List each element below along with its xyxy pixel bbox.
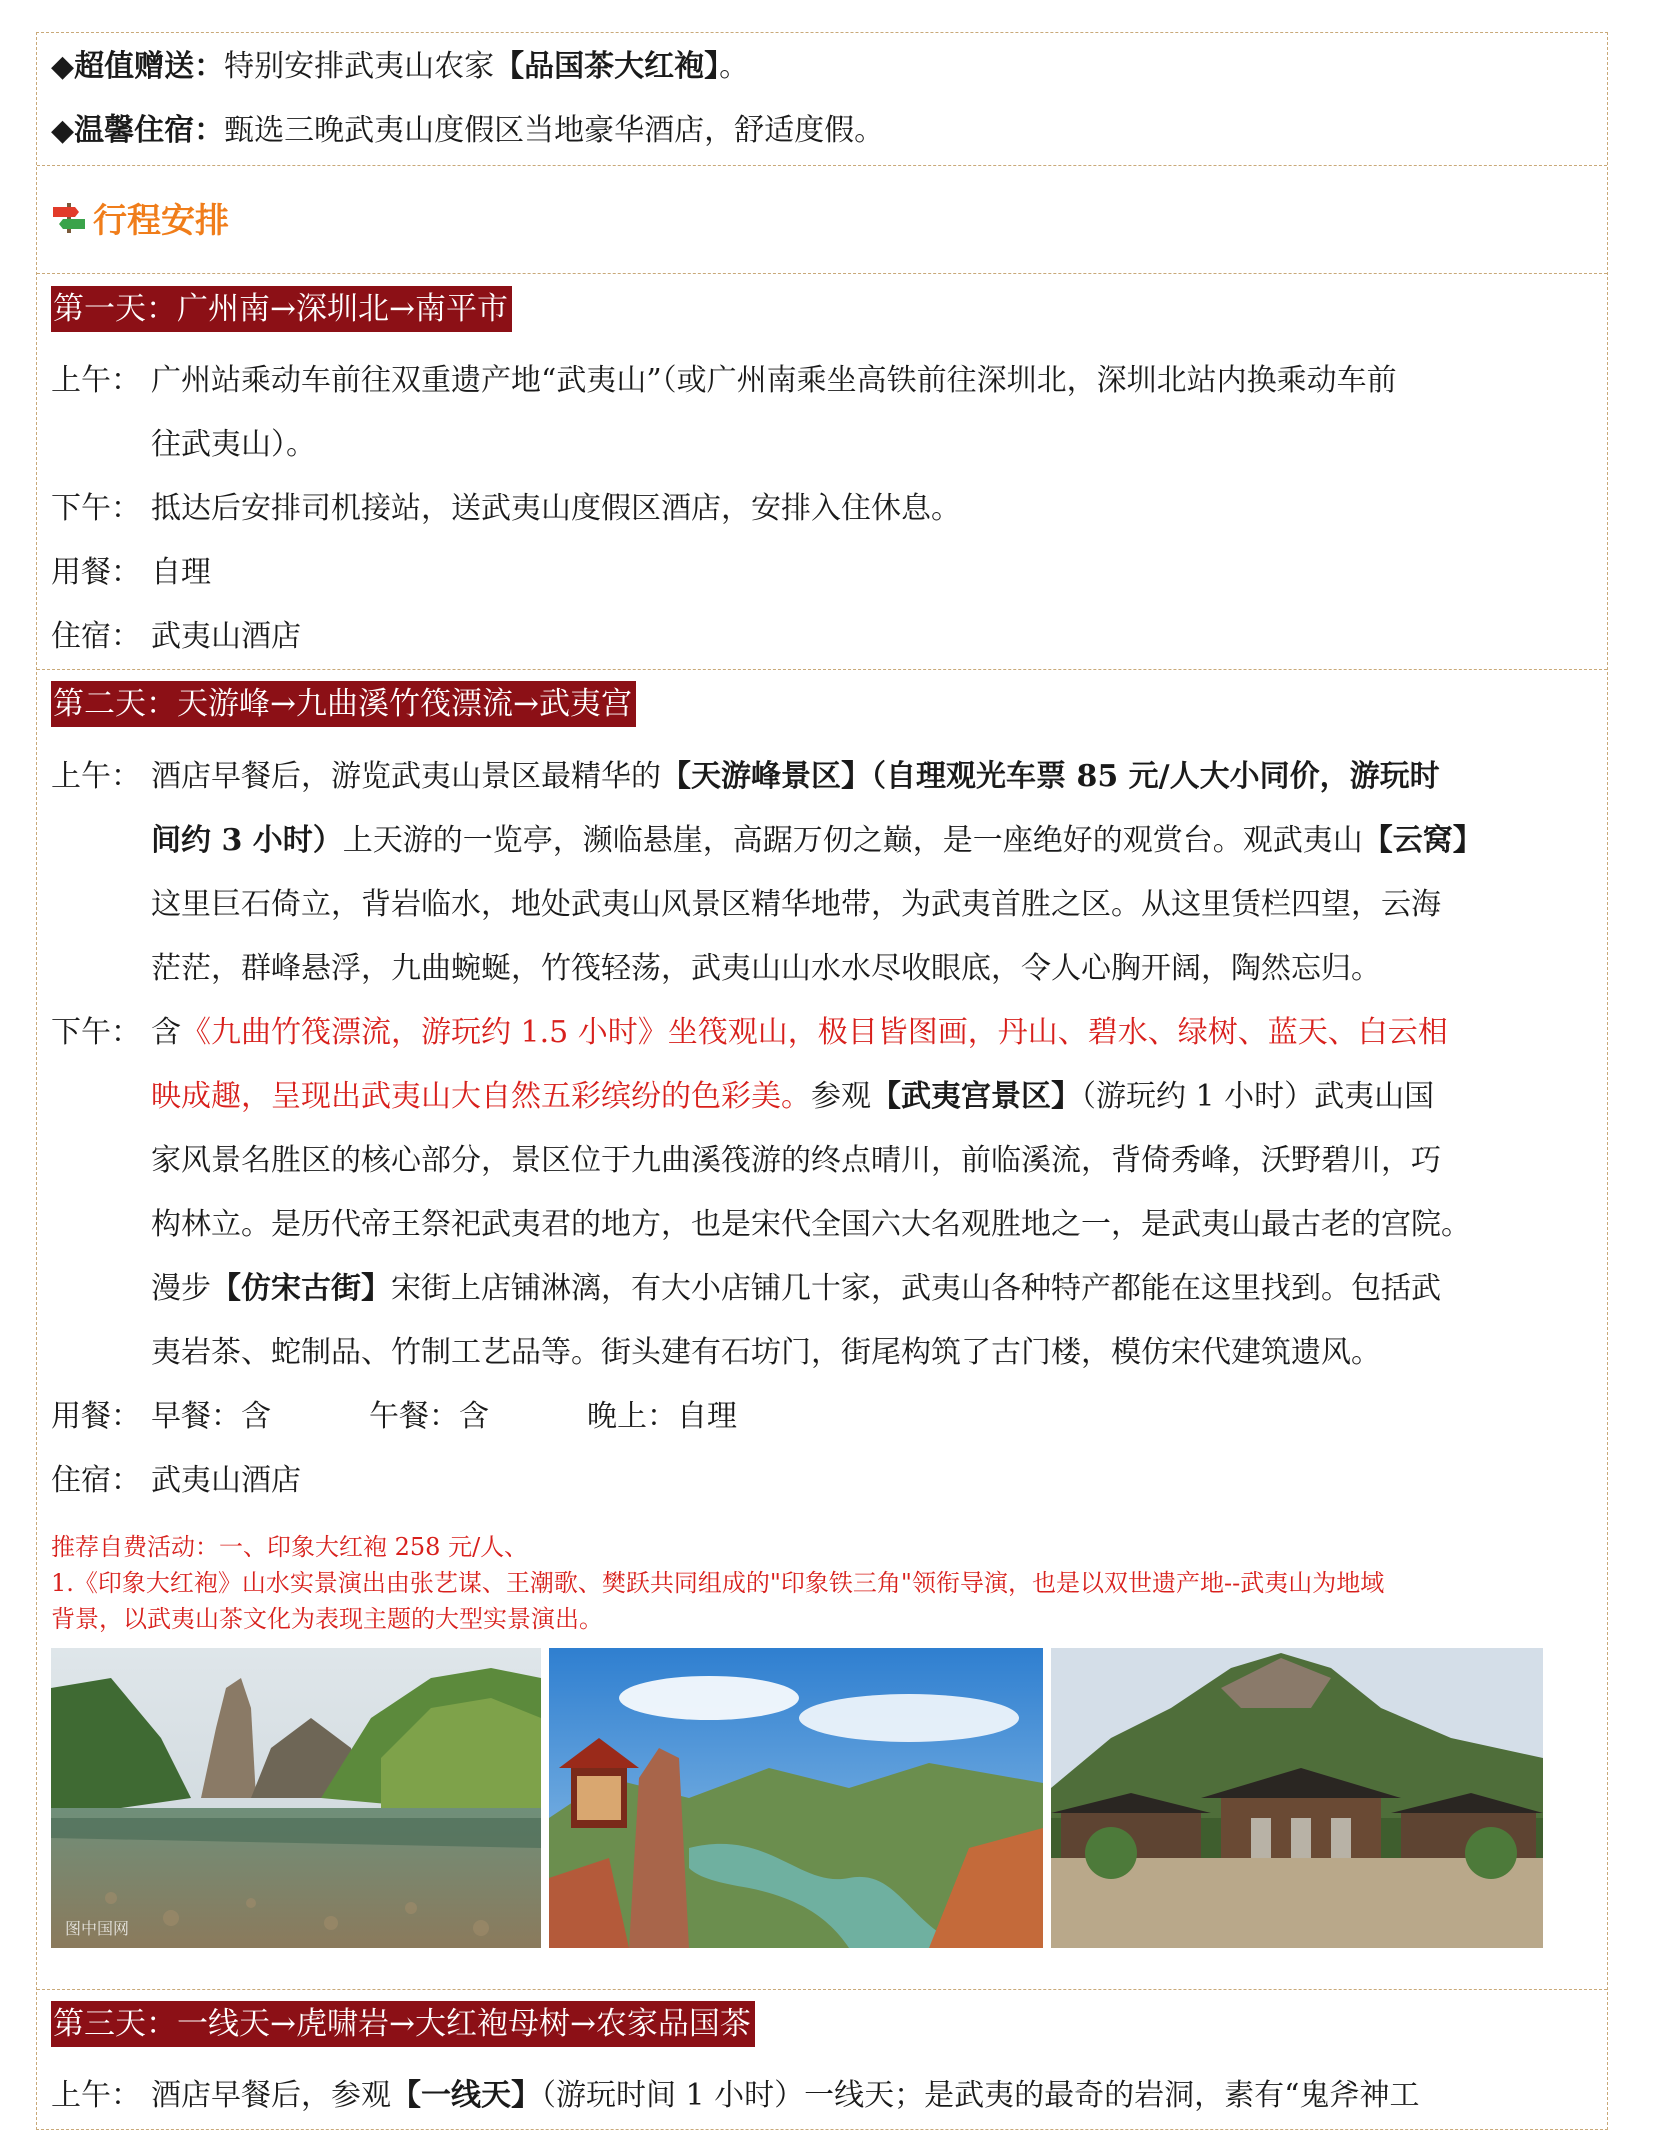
- photo-temple: [1051, 1648, 1543, 1948]
- day2-am-duration: 间约 3 小时）: [151, 823, 343, 858]
- photo-watermark: 图中国网: [65, 1919, 130, 1938]
- day1-stay-text: 武夷山酒店: [151, 619, 301, 654]
- day1-meal-label: 用餐：: [51, 555, 141, 590]
- day2-pm-highlight: 【武夷宫景区】: [871, 1079, 1081, 1114]
- section-title-text: 行程安排: [93, 201, 229, 241]
- day2-pm-text: 参观: [811, 1079, 871, 1114]
- day2-stay-label: 住宿：: [51, 1463, 141, 1498]
- day2-pm-text: 宋街上店铺淋漓，有大小店铺几十家，武夷山各种特产都能在这里找到。包括武: [391, 1271, 1441, 1306]
- day2-meal-label: 用餐：: [51, 1399, 141, 1434]
- day2-am-highlight: 【天游峰景区】（自理观光车票 85 元/人大小同价，游玩时: [661, 759, 1440, 794]
- day2-pm-text: 漫步: [151, 1271, 211, 1306]
- day1-pm-label: 下午：: [51, 491, 141, 526]
- day1-am-line1: 广州站乘动车前往双重遗产地“武夷山”（或广州南乘坐高铁前往深圳北，深圳北站内换乘动车前: [151, 363, 1397, 398]
- day3-header: 第三天：一线天→虎啸岩→大红袍母树→农家品国茶: [51, 2001, 755, 2047]
- day2-pm-rafting: 《九曲竹筏漂流，游玩约 1.5 小时》坐筏观山，极目皆图画，丹山、碧水、绿树、蓝天、白云相: [181, 1015, 1448, 1050]
- divider: [37, 273, 1607, 274]
- day1-am-label: 上午：: [51, 363, 141, 398]
- day3-am-highlight: 【一线天】: [391, 2078, 541, 2113]
- gift-suffix: 。: [719, 49, 750, 84]
- divider: [37, 1989, 1607, 1990]
- day2-am-text: 酒店早餐后，游览武夷山景区最精华的: [151, 759, 661, 794]
- day2-pm-text: 家风景名胜区的核心部分，景区位于九曲溪筏游的终点晴川，前临溪流，背倚秀峰，沃野碧川，巧: [151, 1143, 1441, 1178]
- day2-am-highlight: 【云窝】: [1362, 823, 1483, 858]
- day1-am-line2: 往武夷山）。: [151, 427, 316, 462]
- note-line: 推荐自费活动：一、印象大红袍 258 元/人、: [51, 1533, 529, 1561]
- day2-pm-label: 下午：: [51, 1015, 141, 1050]
- day2-body: [51, 745, 1593, 1513]
- day3-morning: [51, 2064, 1593, 2128]
- day2-am-text: 这里巨石倚立，背岩临水，地处武夷山风景区精华地带，为武夷首胜之区。从这里赁栏四望，云海: [151, 887, 1441, 922]
- day1-stay-label: 住宿：: [51, 619, 141, 654]
- photo-river: [51, 1648, 541, 1948]
- gift-label: ◆超值赠送：: [51, 49, 225, 84]
- itinerary-page: [36, 32, 1608, 2130]
- day2-meal-breakfast: 早餐：含: [151, 1399, 271, 1434]
- hotel-label: ◆温馨住宿：: [51, 113, 225, 148]
- day3-am-text: （游玩时间 1 小时）一线天；是武夷的最奇的岩洞，素有“鬼斧神工: [541, 2078, 1420, 2113]
- photo-valley: [549, 1648, 1043, 1948]
- hotel-text: 甄选三晚武夷山度假区当地豪华酒店，舒适度假。: [224, 113, 885, 148]
- day2-pm-rafting: 映成趣，呈现出武夷山大自然五彩缤纷的色彩美。: [151, 1079, 811, 1114]
- day2-header: 第二天：天游峰→九曲溪竹筏漂流→武夷宫: [51, 681, 636, 727]
- day2-am-label: 上午：: [51, 759, 141, 794]
- optional-activity-note: [51, 1529, 1597, 1637]
- day2-stay-text: 武夷山酒店: [151, 1463, 301, 1498]
- day1-pm-text: 抵达后安排司机接站，送武夷山度假区酒店，安排入住休息。: [151, 491, 961, 526]
- day3-am-text: 酒店早餐后，参观: [151, 2078, 391, 2113]
- day1-meal-text: 自理: [151, 555, 211, 590]
- day2-pm-text: （游玩约 1 小时）武夷山国: [1081, 1079, 1435, 1114]
- hotel-row: [51, 111, 1593, 151]
- day2-pm-text: 夷岩茶、蛇制品、竹制工艺品等。街头建有石坊门，街尾构筑了古门楼，模仿宋代建筑遗风。: [151, 1335, 1381, 1370]
- note-line: 背景，以武夷山茶文化为表现主题的大型实景演出。: [51, 1605, 603, 1633]
- divider: [37, 669, 1607, 670]
- day2-pm-highlight: 【仿宋古街】: [211, 1271, 391, 1306]
- section-title: [51, 193, 229, 242]
- gift-highlight: 【品国茶大红袍】: [494, 49, 720, 84]
- signpost-icon: [51, 201, 87, 235]
- day3-am-label: 上午：: [51, 2078, 141, 2113]
- day1-morning: [51, 349, 1593, 669]
- day2-meal-lunch: 午餐：含: [369, 1399, 489, 1434]
- gift-row: [51, 47, 1593, 87]
- gift-text: 特别安排武夷山农家: [224, 49, 495, 84]
- note-line: 1.《印象大红袍》山水实景演出由张艺谋、王潮歌、樊跃共同组成的"印象铁三角"领衔导演，也是以双世遗产地--武夷山为地域: [51, 1569, 1385, 1597]
- day2-am-text: 茫茫，群峰悬浮，九曲蜿蜒，竹筏轻荡，武夷山山水水尽收眼底，令人心胸开阔，陶然忘归。: [151, 951, 1381, 986]
- day2-pm-text: 含: [151, 1015, 181, 1050]
- day1-header: 第一天：广州南→深圳北→南平市: [51, 286, 512, 332]
- day2-pm-text: 构林立。是历代帝王祭祀武夷君的地方，也是宋代全国六大名观胜地之一，是武夷山最古老的宫院。: [151, 1207, 1471, 1242]
- day2-meal-dinner: 晚上：自理: [587, 1399, 737, 1434]
- divider: [37, 165, 1607, 166]
- day2-am-text: 上天游的一览亭，濒临悬崖，高踞万仞之巅，是一座绝好的观赏台。观武夷山: [342, 823, 1363, 858]
